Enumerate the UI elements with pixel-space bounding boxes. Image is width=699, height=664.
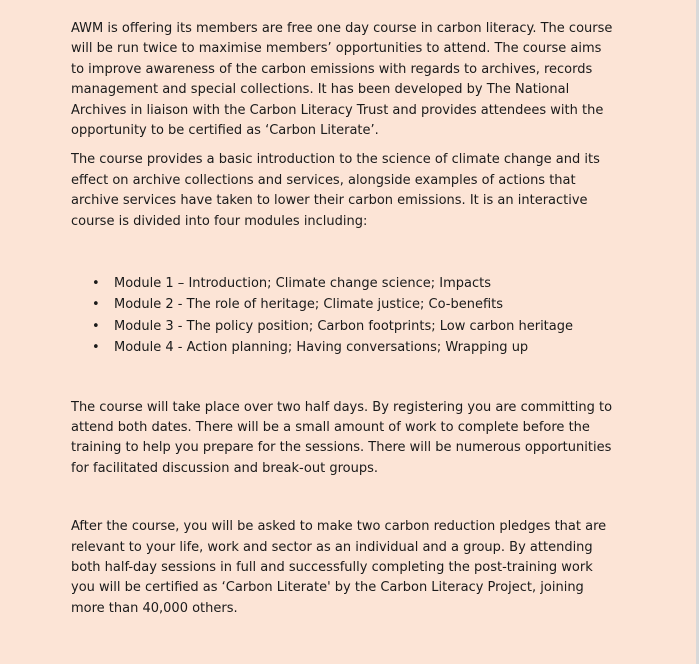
- bullet-icon: •: [92, 340, 100, 356]
- bullet-icon: •: [92, 297, 100, 313]
- list-item: [71, 273, 616, 294]
- certification-paragraph: After the course, you will be asked to make two carbon reduction pledges that are relevant to your life, work and sector as an individual and a group. By attending both half-day sessions in full and successfully completing the post-training work you will be certified as ‘Carbon Literate' by the Carbon Literacy Project, joining more than 40,000 others.: [71, 519, 607, 616]
- list-item: [71, 294, 616, 315]
- bullet-icon: •: [92, 276, 100, 292]
- module-4-text: Module 4 - Action planning; Having conversations; Wrapping up: [114, 340, 529, 356]
- module-2-text: Module 2 - The role of heritage; Climate justice; Co-benefits: [114, 297, 504, 313]
- module-1-text: Module 1 – Introduction; Climate change science; Impacts: [114, 276, 491, 292]
- bullet-icon: •: [92, 318, 100, 334]
- list-item: [71, 316, 616, 337]
- document-body: [71, 19, 616, 619]
- module-list: [71, 273, 616, 359]
- course-overview-paragraph: The course provides a basic introduction to the science of climate change and its effect on archive collections and services, alongside examples of actions that archive services have taken to lower their carbon emissions. It is an interactive course is divided into four modules including:: [71, 152, 600, 229]
- module-3-text: Module 3 - The policy position; Carbon footprints; Low carbon heritage: [114, 318, 573, 334]
- intro-paragraph: AWM is offering its members are free one day course in carbon literacy. The course will be run twice to maximise members’ opportunities to attend. The course aims to improve awareness of the carbon emissions with regards to archives, records management and special collections. It has been developed by The National Archives in liaison with the Carbon Literacy Trust and provides attendees with the opportunity to be certified as ‘Carbon Literate’.: [71, 21, 613, 139]
- list-item: [71, 337, 616, 358]
- schedule-paragraph: The course will take place over two half days. By registering you are committing to attend both dates. There will be a small amount of work to complete before the training to help you prepare for the sessions. There will be numerous opportunities for facilitated discussion and break-out groups.: [71, 399, 613, 476]
